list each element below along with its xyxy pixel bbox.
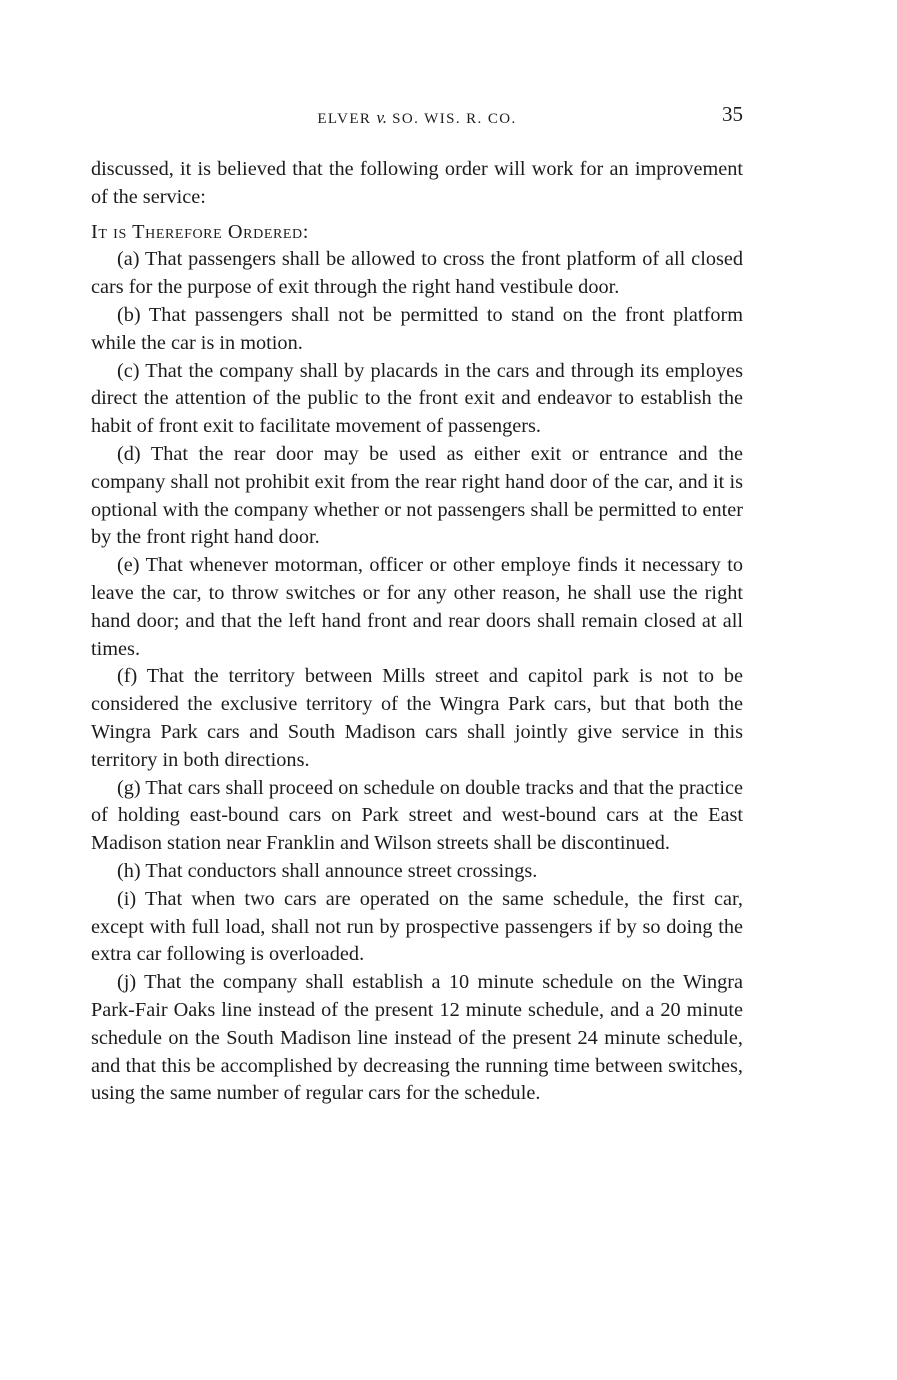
ordered-heading: It is Therefore Ordered: [91, 220, 310, 243]
order-item-c: (c) That the company shall by placards in the cars and through its employes direct the attention of the public to the front exit and endeavor to establish the habit of front exit to facilitate movement of passengers. [91, 359, 743, 438]
page-header [91, 102, 743, 136]
order-item-j: (j) That the company shall establish a 10 minute schedule on the Wingra Park-Fair Oaks line instead of the present 12 minute schedule, and a 20 minute schedule on the South Madison line instead of the present 24 minute schedule, and that this be accomplished by decreasing the running time between switches, using the same number of regular cars for the schedule. [91, 971, 743, 1105]
running-head-left: ELVER [317, 111, 372, 127]
order-item-a: (a) That passengers shall be allowed to cross the front platform of all closed cars for the purpose of exit through the right hand vestibule door. [91, 248, 743, 299]
order-item-e: (e) That whenever motorman, officer or other employe finds it necessary to leave the car, to throw switches or for any other reason, he shall use the right hand door; and that the left hand front and rear doors shall remain closed at all times. [91, 554, 743, 660]
order-item-f: (f) That the territory between Mills street and capitol park is not to be considered the exclusive territory of the Wingra Park cars, but that both the Wingra Park cars and South Madison cars shall jointly give service in this territory in both directions. [91, 665, 743, 771]
order-item-g: (g) That cars shall proceed on schedule on double tracks and that the practice of holding east-bound cars on Park street and west-bound cars at the East Madison station near Franklin and Wilson streets shall be discontinued. [91, 776, 743, 855]
page-number: 35 [722, 102, 743, 126]
intro-paragraph: discussed, it is believed that the following order will work for an improvement of the service: [91, 158, 743, 208]
running-head [91, 108, 743, 128]
running-head-versus: v. [376, 108, 387, 127]
body-text [91, 156, 743, 1108]
running-head-right: SO. WIS. R. CO. [392, 111, 517, 127]
order-item-b: (b) That passengers shall not be permitted to stand on the front platform while the car is in motion. [91, 303, 743, 354]
order-item-d: (d) That the rear door may be used as either exit or entrance and the company shall not prohibit exit from the rear right hand door of the car, and it is optional with the company whether or not passengers shall be permitted to enter by the front right hand door. [91, 442, 743, 549]
order-item-h: (h) That conductors shall announce street crossings. [117, 859, 538, 882]
order-item-i: (i) That when two cars are operated on the same schedule, the first car, except with full load, shall not run by prospective passengers if by so doing the extra car following is overloaded. [91, 887, 743, 966]
